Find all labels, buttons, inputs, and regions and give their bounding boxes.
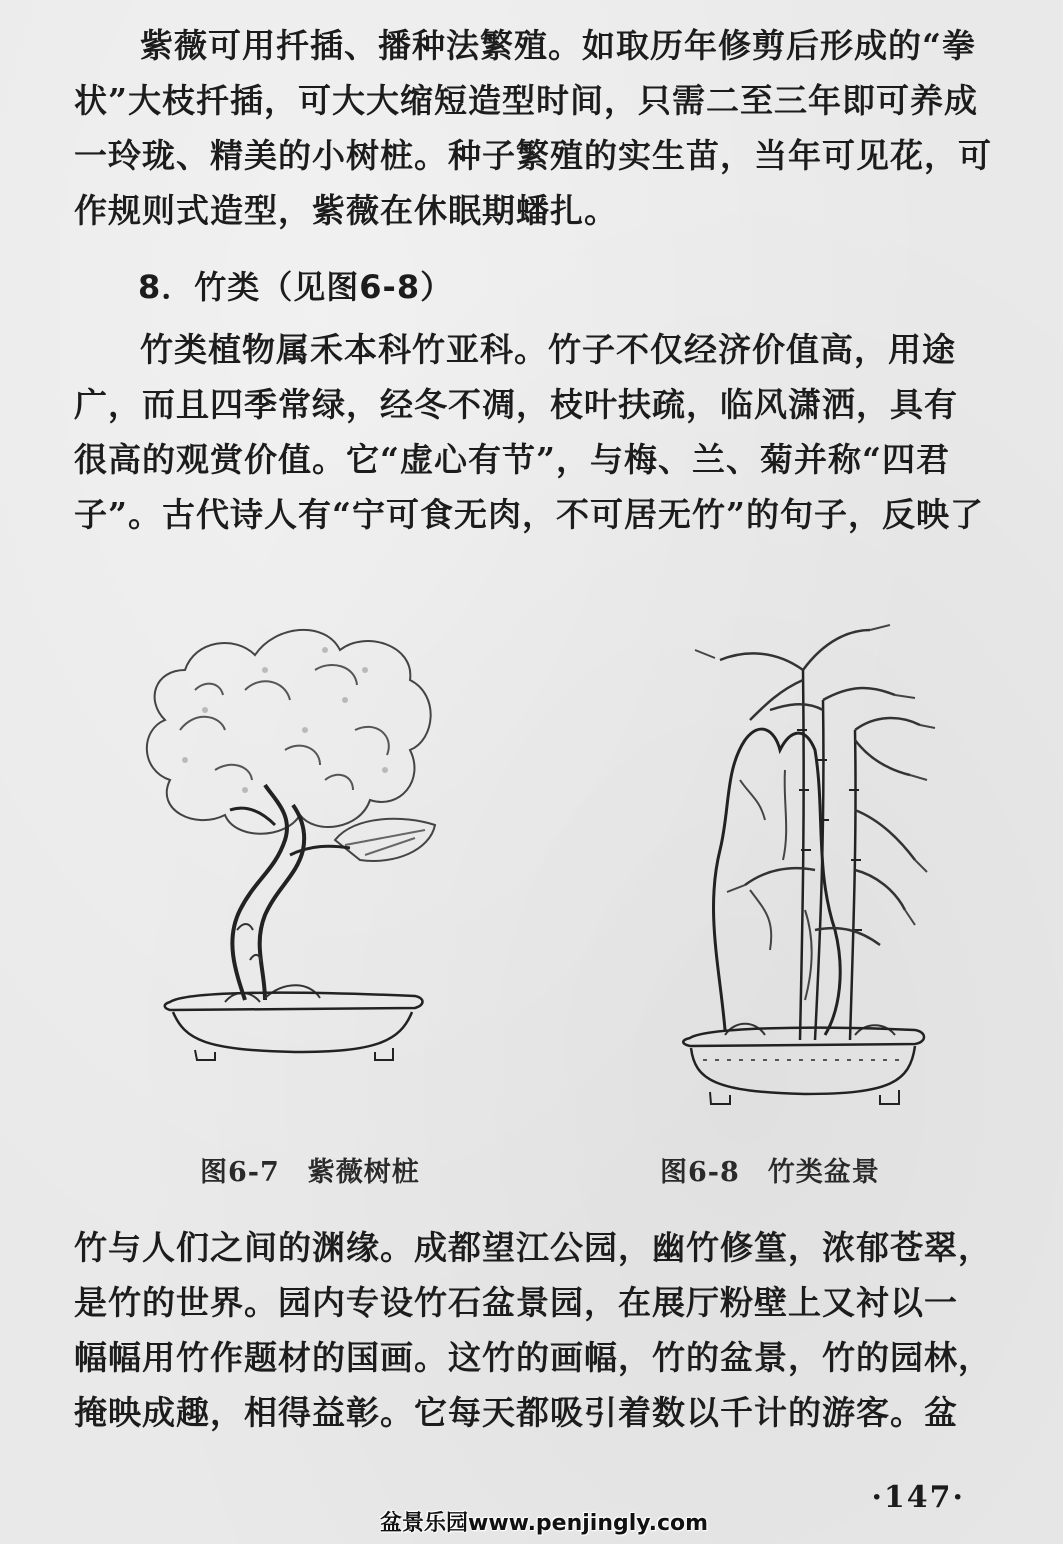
text-line: 竹类植物属禾本科竹亚科。竹子不仅经济价值高，用途	[140, 330, 956, 369]
text-line: 紫薇可用扦插、播种法繁殖。如取历年修剪后形成的“拳	[140, 26, 976, 65]
text-line: 掩映成趣，相得益彰。它每天都吸引着数以千计的游客。盆	[74, 1393, 958, 1432]
bamboo-rock-bonsai-illustration	[665, 610, 945, 1120]
paragraph-bamboo-intro	[74, 322, 1014, 542]
text-line: 子”。古代诗人有“宁可食无肉，不可居无竹”的句子，反映了	[74, 495, 984, 534]
text-line: 幅幅用竹作题材的国画。这竹的画幅，竹的盆景，竹的园林，	[74, 1338, 992, 1377]
page-number: ·147·	[871, 1480, 965, 1515]
section-heading: 8．竹类（见图6-8）	[138, 268, 454, 306]
site-watermark: 盆景乐园www.penjingly.com	[380, 1511, 709, 1536]
paragraph-crape-myrtle-propagation	[74, 18, 1014, 238]
paragraph-wangjiang-park	[74, 1220, 1014, 1440]
crape-myrtle-bonsai-illustration	[125, 610, 455, 1070]
text-line: 状”大枝扦插，可大大缩短造型时间，只需二至三年即可养成	[74, 81, 978, 120]
text-line: 广，而且四季常绿，经冬不凋，枝叶扶疏，临风潇洒，具有	[74, 385, 958, 424]
text-line: 竹与人们之间的渊缘。成都望江公园，幽竹修篁，浓郁苍翠，	[74, 1228, 992, 1267]
figure-caption: 图6-7 紫薇树桩	[200, 1157, 420, 1188]
text-line: 作规则式造型，紫薇在休眠期蟠扎。	[74, 191, 618, 230]
figure-caption: 图6-8 竹类盆景	[660, 1157, 880, 1188]
text-line: 很高的观赏价值。它“虚心有节”，与梅、兰、菊并称“四君	[74, 440, 950, 479]
text-line: 一玲珑、精美的小树桩。种子繁殖的实生苗，当年可见花，可	[74, 136, 992, 175]
text-line: 是竹的世界。园内专设竹石盆景园，在展厅粉壁上又衬以一	[74, 1283, 958, 1322]
